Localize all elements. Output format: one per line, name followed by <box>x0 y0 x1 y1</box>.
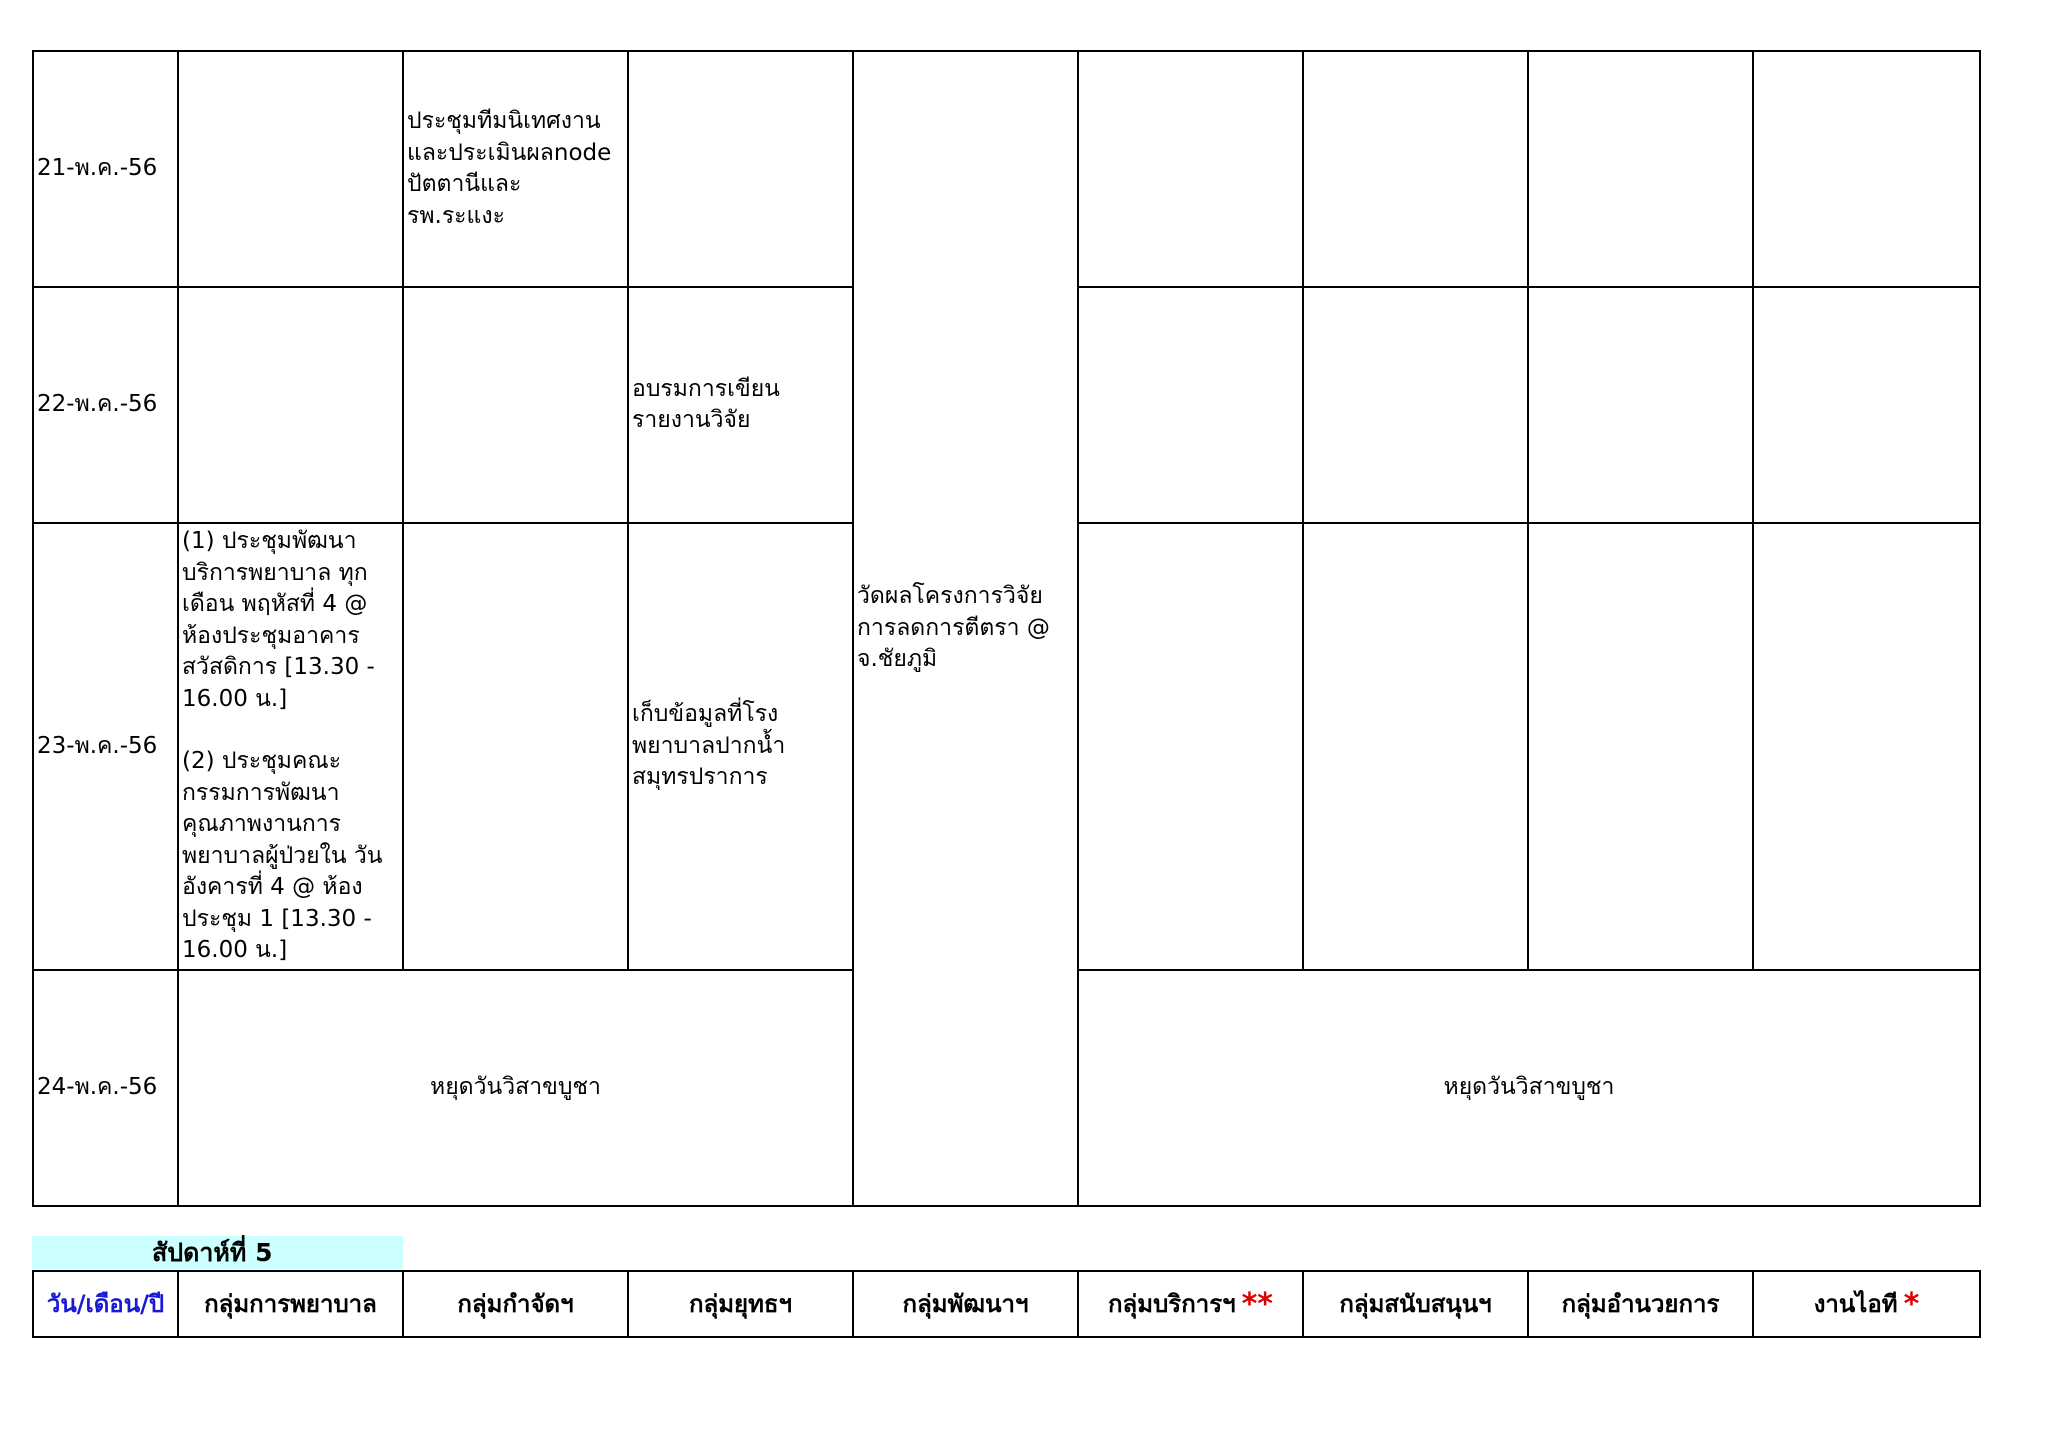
date-cell: 21-พ.ค.-56 <box>33 51 178 287</box>
cell-yuth: เก็บข้อมูลที่โรงพยาบาลปากน้ำสมุทรปราการ <box>628 523 853 970</box>
header-nursing: กลุ่มการพยาบาล <box>178 1271 403 1337</box>
schedule-table <box>32 50 1981 1207</box>
cell-kam-jad <box>403 523 628 970</box>
cell-sanap <box>1303 287 1528 523</box>
date-cell: 22-พ.ค.-56 <box>33 287 178 523</box>
cell-yuth: อบรมการเขียนรายงานวิจัย <box>628 287 853 523</box>
cell-amnuay <box>1528 523 1753 970</box>
header-amnuay: กลุ่มอำนวยการ <box>1528 1271 1753 1337</box>
week-label <box>32 1236 403 1269</box>
cell-kam-jad <box>403 287 628 523</box>
nursing-note-1: (1) ประชุมพัฒนาบริการพยาบาล ทุกเดือน พฤหัสที่ 4 @ ห้องประชุมอาคารสวัสดิการ [13.30 - 16.00 น.] <box>182 528 375 712</box>
cell-borikan <box>1078 287 1303 523</box>
header-table <box>32 1270 1981 1338</box>
header-kam-jad: กลุ่มกำจัดฯ <box>403 1271 628 1337</box>
cell-nursing <box>178 51 403 287</box>
header-borikan-label: กลุ่มบริการฯ <box>1108 1289 1236 1318</box>
date-cell: 24-พ.ค.-56 <box>33 970 178 1206</box>
nursing-note-2: (2) ประชุมคณะกรรมการพัฒนาคุณภาพงานการพยาบาลผู้ป่วยใน วันอังคารที่ 4 @ ห้องประชุม 1 [13.30 - 16.00 น.] <box>182 748 383 964</box>
header-borikan <box>1078 1271 1303 1337</box>
holiday-cell-left: หยุดวันวิสาขบูชา <box>178 970 853 1206</box>
cell-it <box>1753 287 1980 523</box>
cell-nursing <box>178 287 403 523</box>
week-label-text: สัปดาห์ที่ 5 <box>152 1238 273 1267</box>
cell-yuth <box>628 51 853 287</box>
header-date: วัน/เดือน/ปี <box>33 1271 178 1337</box>
header-yuth: กลุ่มยุทธฯ <box>628 1271 853 1337</box>
header-it-label: งานไอที <box>1813 1289 1898 1318</box>
cell-nursing <box>178 523 403 970</box>
cell-borikan <box>1078 523 1303 970</box>
cell-it <box>1753 51 1980 287</box>
header-row <box>33 1271 1980 1337</box>
cell-amnuay <box>1528 51 1753 287</box>
header-pattana: กลุ่มพัฒนาฯ <box>853 1271 1078 1337</box>
cell-pattana-span: วัดผลโครงการวิจัยการลดการตีตรา @ จ.ชัยภูมิ <box>853 51 1078 1206</box>
cell-sanap <box>1303 523 1528 970</box>
double-asterisk-mark: ** <box>1241 1286 1273 1322</box>
cell-amnuay <box>1528 287 1753 523</box>
holiday-cell-right: หยุดวันวิสาขบูชา <box>1078 970 1980 1206</box>
cell-sanap <box>1303 51 1528 287</box>
asterisk-mark: * <box>1903 1286 1920 1322</box>
cell-borikan <box>1078 51 1303 287</box>
header-sanap: กลุ่มสนับสนุนฯ <box>1303 1271 1528 1337</box>
cell-kam-jad: ประชุมทีมนิเทศงานและประเมินผลnode ปัตตานีและ รพ.ระแงะ <box>403 51 628 287</box>
cell-it <box>1753 523 1980 970</box>
table-row <box>33 51 1980 287</box>
date-cell: 23-พ.ค.-56 <box>33 523 178 970</box>
header-it <box>1753 1271 1980 1337</box>
